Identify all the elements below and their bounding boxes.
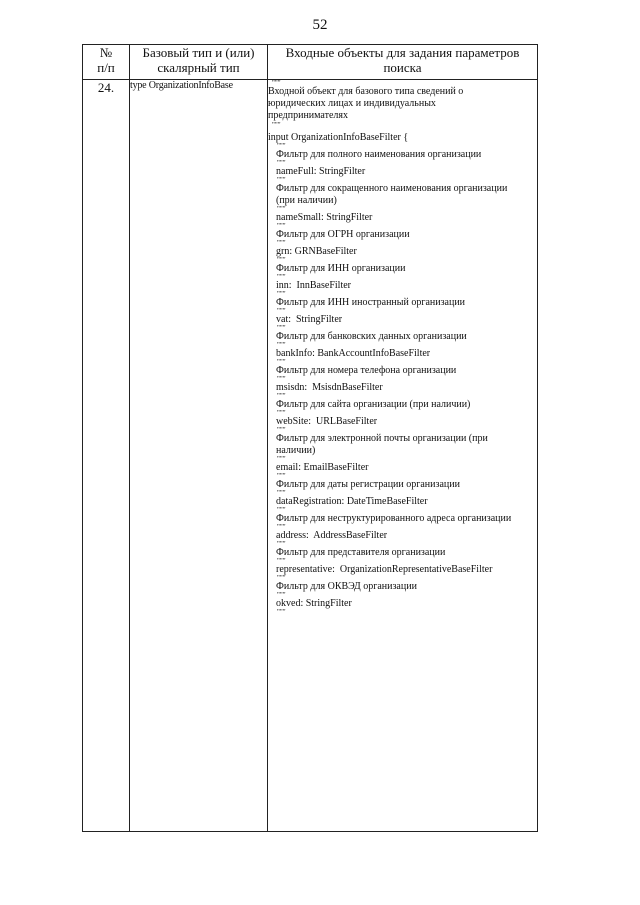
quote-open: """ (277, 392, 286, 400)
header-type (130, 45, 268, 80)
header-inputs-text: Входные объекты для задания параметров поиска (285, 45, 520, 75)
field-comment: Фильтр для сокращенного наименования организации (при наличии) (276, 183, 508, 206)
quote-close: """ (277, 273, 286, 281)
quote-close: """ (277, 341, 286, 349)
field-entry (268, 224, 537, 258)
field-entry (268, 394, 537, 428)
quote-open: """ (277, 290, 286, 298)
intro-comment: Входной объект для базового типа сведений о юридических лицах и индивидуальных предпринимателях (268, 86, 464, 121)
quote-close: """ (272, 121, 281, 129)
field-entry (268, 326, 537, 360)
row-code (268, 80, 538, 832)
quote-close: """ (277, 375, 286, 383)
field-comment: Фильтр для ИНН организации (276, 263, 406, 274)
quote-close: """ (277, 409, 286, 417)
field-list (268, 144, 537, 615)
field-declaration: representative: OrganizationRepresentativeBaseFilter (276, 564, 493, 575)
field-comment: Фильтр для сайта организации (при наличии) (276, 399, 471, 410)
quote-open: """ (277, 222, 286, 230)
field-entry (268, 576, 537, 610)
field-comment: Фильтр для ИНН иностранный организации (276, 297, 466, 308)
field-declaration: vat: StringFilter (276, 314, 343, 325)
quote-open: """ (277, 142, 286, 150)
field-comment: Фильтр для электронной почты организации (при наличии) (276, 433, 488, 456)
field-entry (268, 474, 537, 508)
field-comment: Фильтр для ОКВЭД организации (276, 581, 417, 592)
input-declaration: input OrganizationInfoBaseFilter { (268, 132, 409, 143)
quote-close: """ (277, 523, 286, 531)
quote-open: """ (277, 574, 286, 582)
table-row (83, 80, 538, 832)
field-declaration: nameFull: StringFilter (276, 166, 366, 177)
field-comment: Фильтр для полного наименования организации (276, 149, 482, 160)
row-type: type OrganizationInfoBase (130, 80, 268, 832)
field-comment: Фильтр для банковских данных организации (276, 331, 467, 342)
field-entry (268, 144, 537, 178)
quote-open: """ (277, 540, 286, 548)
row-number: 24. (83, 80, 130, 832)
field-comment: Фильтр для даты регистрации организации (276, 479, 460, 490)
page-number: 52 (312, 17, 328, 33)
quote-trailing: """ (277, 608, 286, 616)
quote-open: """ (277, 176, 286, 184)
field-declaration: email: EmailBaseFilter (276, 462, 369, 473)
quote-close: """ (277, 307, 286, 315)
header-number (83, 45, 130, 80)
field-comment: Фильтр для номера телефона организации (276, 365, 457, 376)
quote-open: """ (277, 426, 286, 434)
field-entry (268, 428, 537, 474)
field-entry (268, 360, 537, 394)
field-declaration: grn: GRNBaseFilter (276, 246, 357, 257)
field-comment: Фильтр для ОГРН организации (276, 229, 410, 240)
field-entry (268, 258, 537, 292)
quote-open: """ (277, 506, 286, 514)
quote-open: """ (277, 256, 286, 264)
header-number-text: № п/п (97, 45, 115, 75)
table-header-row (83, 45, 538, 80)
field-entry (268, 292, 537, 326)
field-declaration: inn: InnBaseFilter (276, 280, 351, 291)
quote-close: """ (277, 239, 286, 247)
field-comment: Фильтр для неструктурированного адреса организации (276, 513, 512, 524)
quote-close: """ (277, 591, 286, 599)
quote-close: """ (277, 455, 286, 463)
header-type-text: Базовый тип и (или) скалярный тип (142, 45, 255, 75)
field-declaration: webSite: URLBaseFilter (276, 416, 378, 427)
quote-open: """ (277, 358, 286, 366)
field-declaration: bankInfo: BankAccountInfoBaseFilter (276, 348, 431, 359)
field-declaration: msisdn: MsisdnBaseFilter (276, 382, 383, 393)
quote-close: """ (277, 557, 286, 565)
quote-close: """ (277, 205, 286, 213)
field-declaration: address: AddressBaseFilter (276, 530, 388, 541)
field-comment: Фильтр для представителя организации (276, 547, 446, 558)
header-inputs (268, 45, 538, 80)
document-table (82, 44, 538, 832)
field-entry (268, 542, 537, 576)
quote-open: """ (272, 79, 281, 87)
field-declaration: okved: StringFilter (276, 598, 352, 609)
field-entry (268, 508, 537, 542)
field-declaration: dataRegistration: DateTimeBaseFilter (276, 496, 428, 507)
quote-close: """ (277, 159, 286, 167)
quote-close: """ (277, 489, 286, 497)
quote-open: """ (277, 472, 286, 480)
field-entry (268, 178, 537, 224)
field-declaration: nameSmall: StringFilter (276, 212, 373, 223)
quote-open: """ (277, 324, 286, 332)
